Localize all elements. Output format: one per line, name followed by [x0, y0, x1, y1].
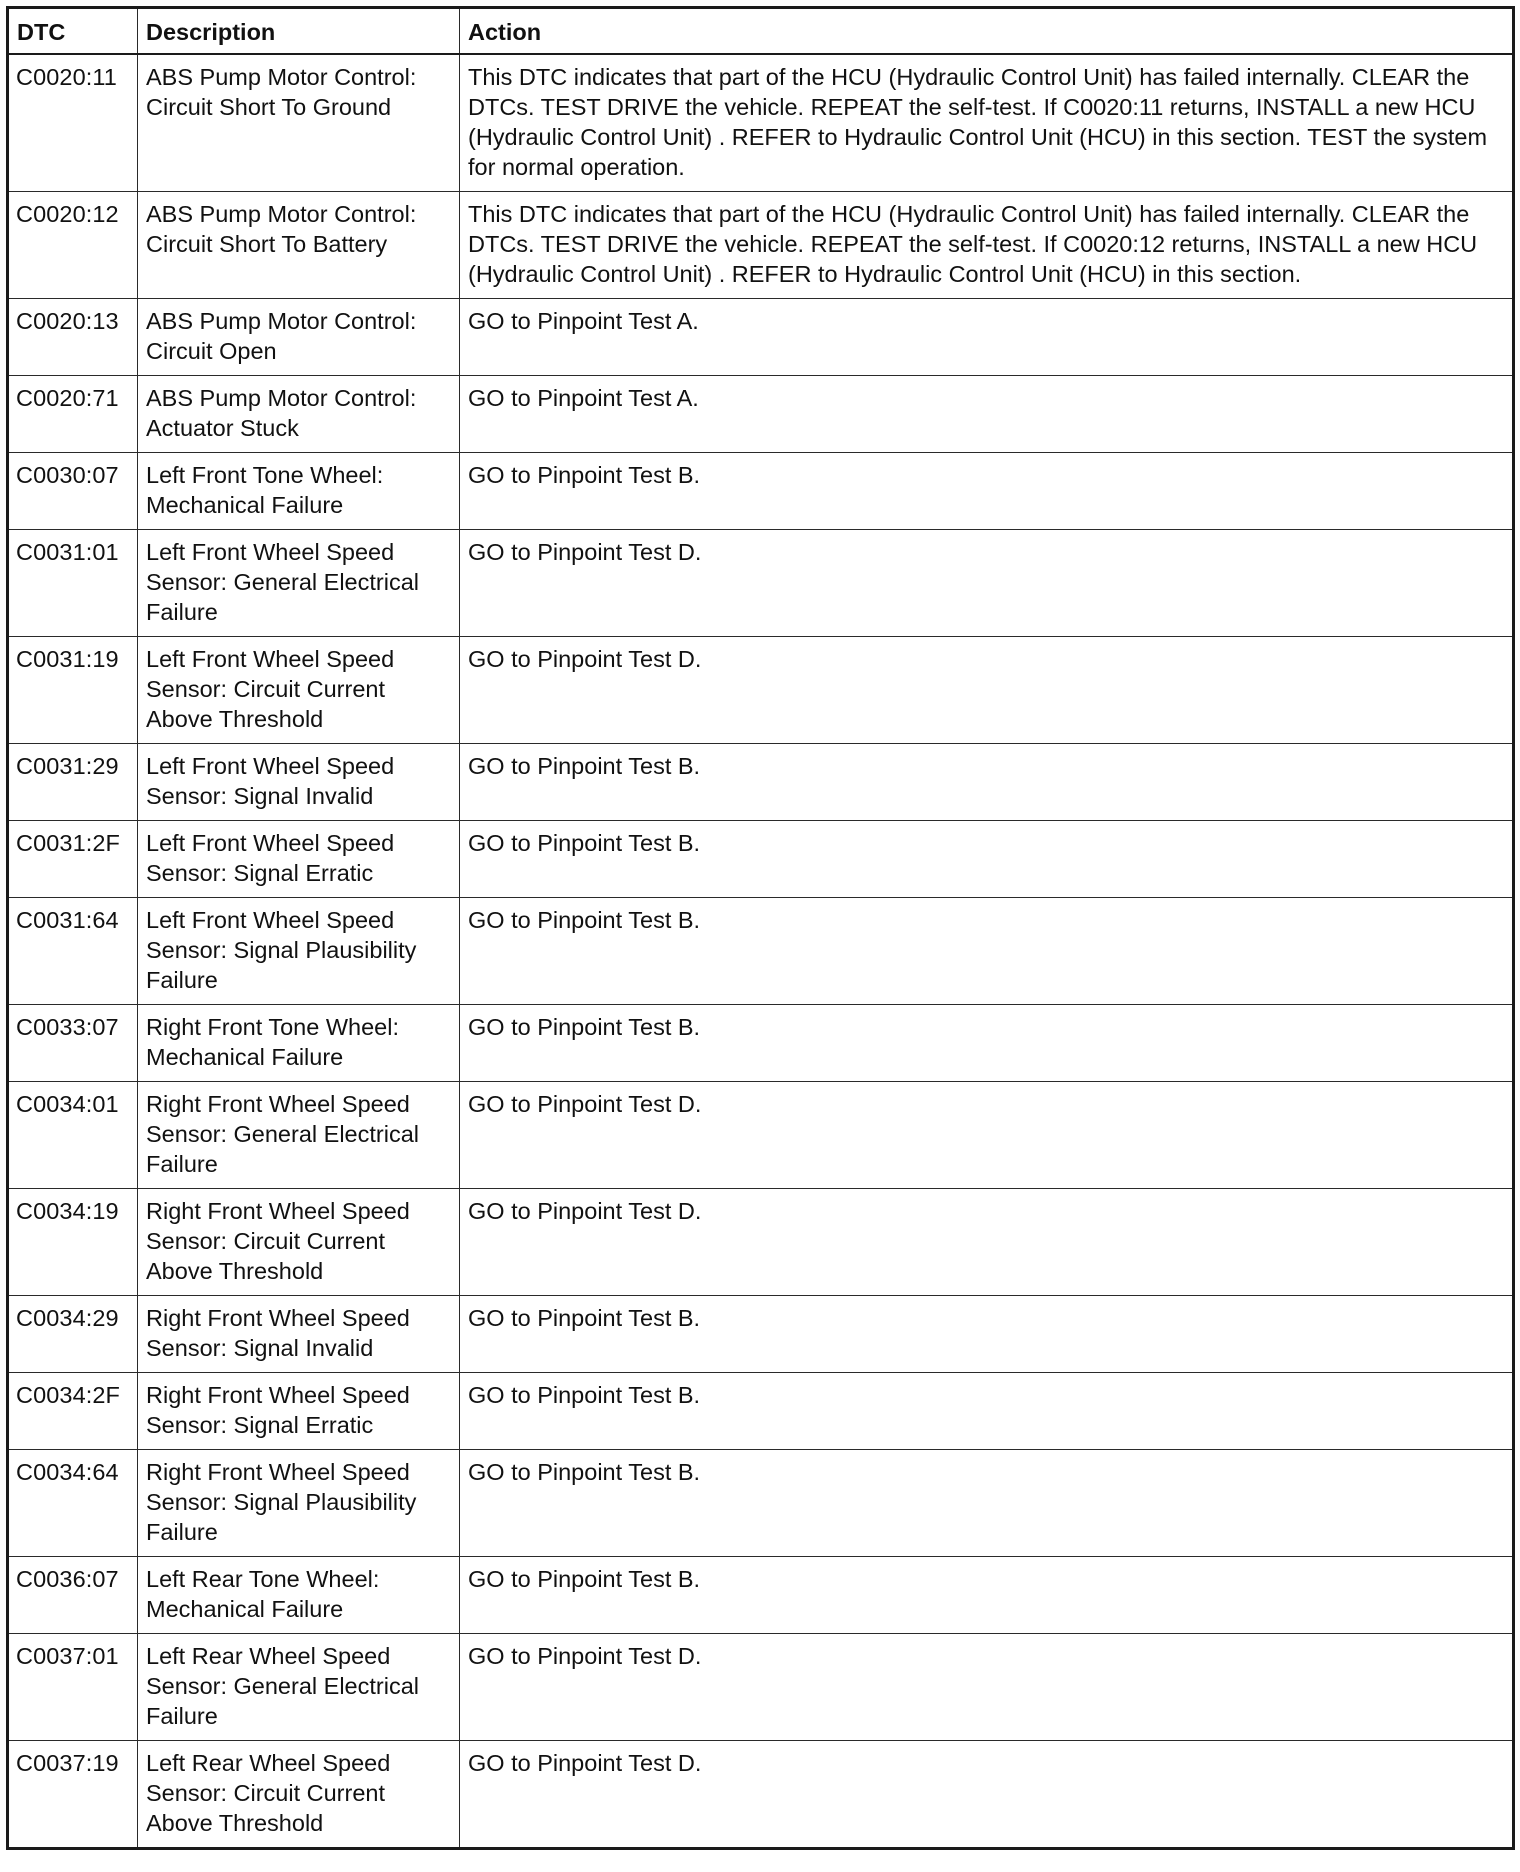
- table-row: [8, 1557, 1514, 1634]
- dtc-action: GO to Pinpoint Test D.: [460, 1082, 1514, 1189]
- dtc-code: C0031:01: [8, 530, 138, 637]
- dtc-code: C0036:07: [8, 1557, 138, 1634]
- table-row: [8, 1005, 1514, 1082]
- dtc-code: C0034:19: [8, 1189, 138, 1296]
- dtc-description: Left Front Wheel Speed Sensor: Signal Plausibility Failure: [138, 898, 460, 1005]
- dtc-description: Right Front Wheel Speed Sensor: Signal Erratic: [138, 1373, 460, 1450]
- dtc-action: GO to Pinpoint Test A.: [460, 299, 1514, 376]
- dtc-description: Left Front Wheel Speed Sensor: Circuit Current Above Threshold: [138, 637, 460, 744]
- dtc-description: Left Rear Wheel Speed Sensor: Circuit Current Above Threshold: [138, 1741, 460, 1849]
- dtc-action: GO to Pinpoint Test A.: [460, 376, 1514, 453]
- dtc-action: GO to Pinpoint Test B.: [460, 1373, 1514, 1450]
- table-row: [8, 1296, 1514, 1373]
- dtc-code: C0031:19: [8, 637, 138, 744]
- table-row: [8, 530, 1514, 637]
- dtc-code: C0034:2F: [8, 1373, 138, 1450]
- dtc-code: C0030:07: [8, 453, 138, 530]
- dtc-description: Left Rear Tone Wheel: Mechanical Failure: [138, 1557, 460, 1634]
- dtc-action: GO to Pinpoint Test B.: [460, 1450, 1514, 1557]
- table-row: [8, 821, 1514, 898]
- dtc-action: GO to Pinpoint Test D.: [460, 1189, 1514, 1296]
- table-body: [8, 54, 1514, 1849]
- dtc-description: ABS Pump Motor Control: Circuit Short To Battery: [138, 192, 460, 299]
- header-action: Action: [460, 8, 1514, 55]
- dtc-action: GO to Pinpoint Test D.: [460, 1741, 1514, 1849]
- dtc-table: [6, 6, 1515, 1850]
- dtc-description: Right Front Wheel Speed Sensor: Circuit Current Above Threshold: [138, 1189, 460, 1296]
- dtc-code: C0037:19: [8, 1741, 138, 1849]
- table-row: [8, 192, 1514, 299]
- table-row: [8, 1634, 1514, 1741]
- dtc-description: Right Front Wheel Speed Sensor: Signal Plausibility Failure: [138, 1450, 460, 1557]
- dtc-code: C0031:64: [8, 898, 138, 1005]
- dtc-description: Left Front Wheel Speed Sensor: General Electrical Failure: [138, 530, 460, 637]
- dtc-action: GO to Pinpoint Test D.: [460, 530, 1514, 637]
- dtc-description: ABS Pump Motor Control: Actuator Stuck: [138, 376, 460, 453]
- table-row: [8, 1082, 1514, 1189]
- dtc-action: GO to Pinpoint Test B.: [460, 1005, 1514, 1082]
- dtc-code: C0031:2F: [8, 821, 138, 898]
- table-row: [8, 1450, 1514, 1557]
- dtc-code: C0033:07: [8, 1005, 138, 1082]
- table-row: [8, 637, 1514, 744]
- dtc-code: C0034:01: [8, 1082, 138, 1189]
- dtc-description: Left Rear Wheel Speed Sensor: General Electrical Failure: [138, 1634, 460, 1741]
- dtc-code: C0020:11: [8, 54, 138, 192]
- table-row: [8, 1741, 1514, 1849]
- table-row: [8, 376, 1514, 453]
- dtc-code: C0031:29: [8, 744, 138, 821]
- dtc-description: Left Front Wheel Speed Sensor: Signal Erratic: [138, 821, 460, 898]
- dtc-action: This DTC indicates that part of the HCU (Hydraulic Control Unit) has failed internally. CLEAR the DTCs. TEST DRIVE the vehicle. REPEAT the self-test. If C0020:11 returns, INSTALL a new HCU (Hydraulic Control Unit) . REFER to Hydraulic Control Unit (HCU) in this section. TEST the system for normal operation.: [460, 54, 1514, 192]
- dtc-description: Left Front Tone Wheel: Mechanical Failure: [138, 453, 460, 530]
- dtc-description: Right Front Tone Wheel: Mechanical Failure: [138, 1005, 460, 1082]
- dtc-action: GO to Pinpoint Test B.: [460, 1557, 1514, 1634]
- dtc-action: GO to Pinpoint Test D.: [460, 1634, 1514, 1741]
- dtc-action: GO to Pinpoint Test D.: [460, 637, 1514, 744]
- dtc-description: Right Front Wheel Speed Sensor: General Electrical Failure: [138, 1082, 460, 1189]
- dtc-description: Left Front Wheel Speed Sensor: Signal Invalid: [138, 744, 460, 821]
- dtc-description: ABS Pump Motor Control: Circuit Open: [138, 299, 460, 376]
- dtc-description: Right Front Wheel Speed Sensor: Signal Invalid: [138, 1296, 460, 1373]
- table-header: [8, 8, 1514, 55]
- table-row: [8, 453, 1514, 530]
- dtc-action: GO to Pinpoint Test B.: [460, 1296, 1514, 1373]
- dtc-action: GO to Pinpoint Test B.: [460, 898, 1514, 1005]
- table-row: [8, 1189, 1514, 1296]
- dtc-code: C0034:64: [8, 1450, 138, 1557]
- table-row: [8, 744, 1514, 821]
- table-row: [8, 898, 1514, 1005]
- dtc-description: ABS Pump Motor Control: Circuit Short To Ground: [138, 54, 460, 192]
- dtc-code: C0034:29: [8, 1296, 138, 1373]
- dtc-code: C0020:71: [8, 376, 138, 453]
- table-row: [8, 1373, 1514, 1450]
- dtc-action: This DTC indicates that part of the HCU (Hydraulic Control Unit) has failed internally. CLEAR the DTCs. TEST DRIVE the vehicle. REPEAT the self-test. If C0020:12 returns, INSTALL a new HCU (Hydraulic Control Unit) . REFER to Hydraulic Control Unit (HCU) in this section.: [460, 192, 1514, 299]
- dtc-code: C0020:12: [8, 192, 138, 299]
- dtc-code: C0020:13: [8, 299, 138, 376]
- document-page: [6, 6, 1512, 1850]
- header-dtc: DTC: [8, 8, 138, 55]
- header-row: [8, 8, 1514, 55]
- header-description: Description: [138, 8, 460, 55]
- dtc-action: GO to Pinpoint Test B.: [460, 453, 1514, 530]
- table-row: [8, 299, 1514, 376]
- dtc-code: C0037:01: [8, 1634, 138, 1741]
- dtc-action: GO to Pinpoint Test B.: [460, 821, 1514, 898]
- table-row: [8, 54, 1514, 192]
- dtc-action: GO to Pinpoint Test B.: [460, 744, 1514, 821]
